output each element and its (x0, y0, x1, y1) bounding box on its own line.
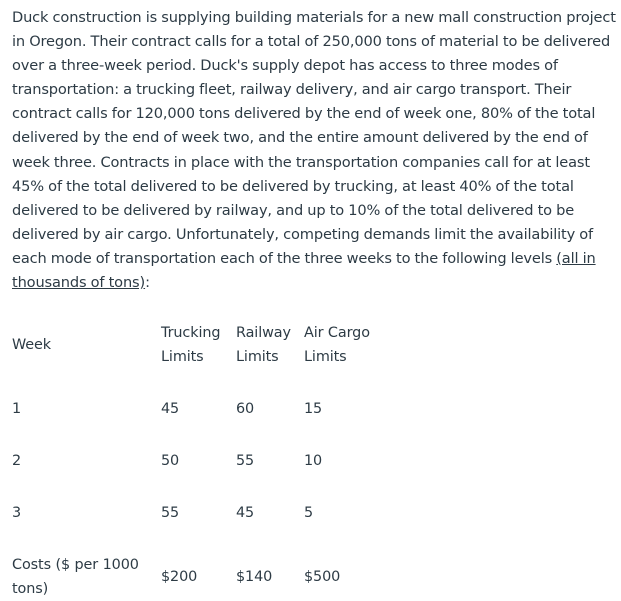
row-1-air: 15 (304, 401, 323, 417)
header-week: Week (12, 337, 52, 353)
header-trucking-line1: Trucking (161, 325, 221, 341)
header-air-line1: Air Cargo (304, 325, 370, 341)
costs-label-line2: tons) (12, 581, 49, 597)
costs-railway: $140 (236, 569, 273, 585)
costs-trucking: $200 (161, 569, 198, 585)
row-1-week: 1 (12, 401, 22, 417)
row-1-railway: 60 (236, 401, 255, 417)
costs-label-line1: Costs ($ per 1000 (12, 557, 139, 573)
row-1-trucking: 45 (161, 401, 180, 417)
row-3-railway: 45 (236, 505, 255, 521)
problem-text-end: : (145, 274, 150, 292)
row-2-week: 2 (12, 453, 22, 469)
header-railway-line2: Limits (236, 349, 279, 365)
costs-air: $500 (304, 569, 341, 585)
row-3-air: 5 (304, 505, 314, 521)
row-3-trucking: 55 (161, 505, 180, 521)
row-2-railway: 55 (236, 453, 255, 469)
header-trucking-line2: Limits (161, 349, 204, 365)
row-2-air: 10 (304, 453, 323, 469)
header-railway-line1: Railway (236, 325, 291, 341)
units-note: (all in thousands of tons) (12, 249, 596, 292)
row-3-week: 3 (12, 505, 22, 521)
problem-text: Duck construction is supplying building materials for a new mall construction project in Oregon. Their contract calls for a total of 250,000 tons of material to be delivered over a three-week period. Duck's supply depot has access to three modes of transportation: a trucking fleet, railway delivery, and air cargo transport. Their contract calls for 120,000 tons delivered by the end of week one, 80% of the total delivered by the end of week two, and the entire amount delivered by the end of week three. Contracts in place with the transportation companies call for at least 45% of the total delivered to be delivered by trucking, at least 40% of the total delivered to be delivered by railway, and up to 10% of the total delivered to be delivered by air cargo. Unfortunately, competing demands limit the availability of each mode of transportation each of the three weeks to the following levels (12, 9, 616, 267)
header-air-line2: Limits (304, 349, 347, 365)
row-2-trucking: 50 (161, 453, 180, 469)
